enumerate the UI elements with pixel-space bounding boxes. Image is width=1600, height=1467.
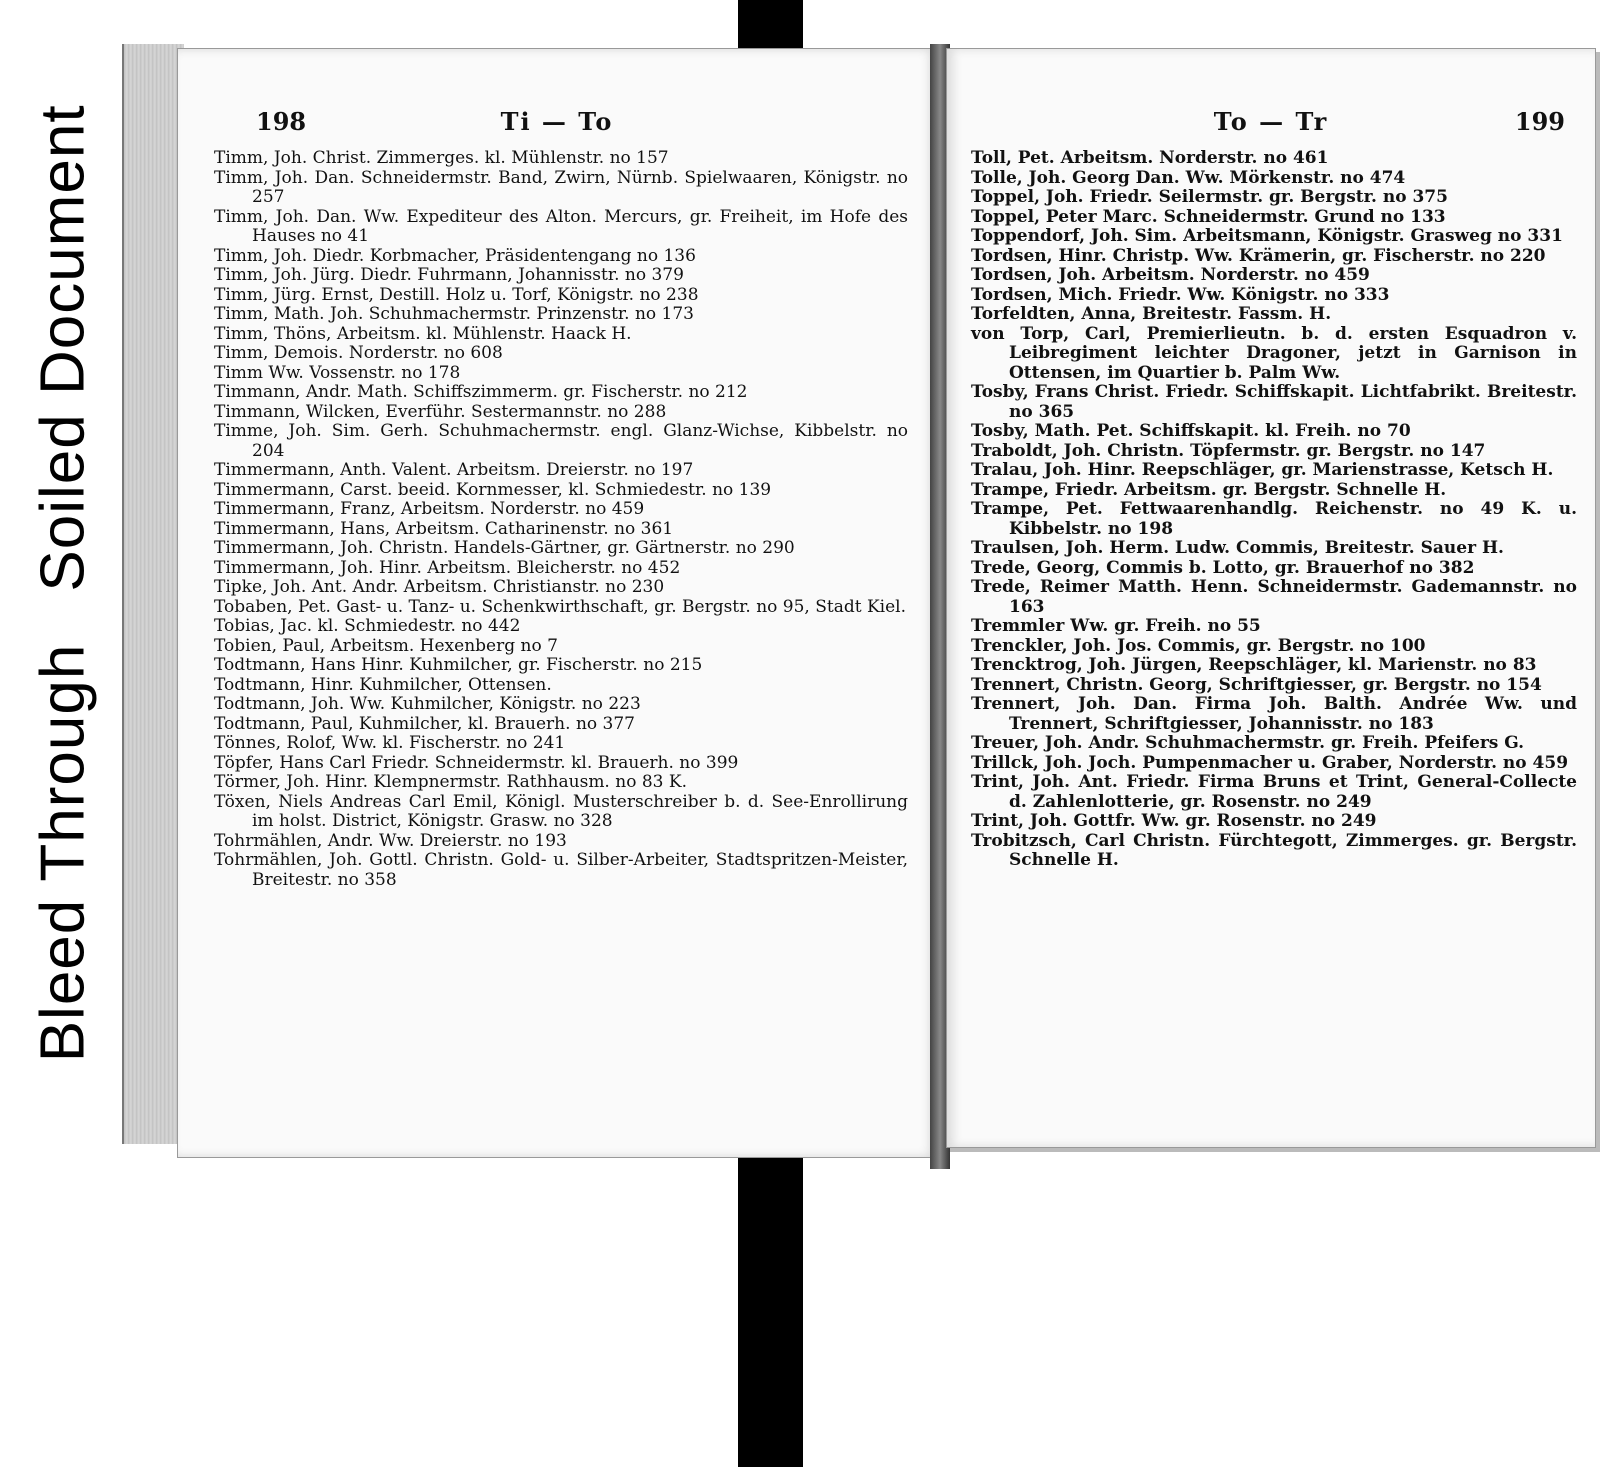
page-stack-edge bbox=[122, 44, 184, 1144]
right-header-range: To — Tr bbox=[1213, 107, 1329, 136]
right-running-head bbox=[977, 107, 1565, 147]
directory-entry: Toll, Pet. Arbeitsm. Norderstr. no 461 bbox=[971, 148, 1329, 168]
directory-entry: Toppendorf, Joh. Sim. Arbeitsmann, Königstr. Grasweg no 331 bbox=[971, 226, 1563, 246]
directory-entry: Timmermann, Joh. Hinr. Arbeitsm. Bleicherstr. no 452 bbox=[214, 557, 681, 578]
binding-spine-bottom bbox=[738, 1150, 803, 1467]
directory-entry: Timm, Joh. Diedr. Korbmacher, Präsidentengang no 136 bbox=[214, 245, 696, 266]
directory-entry: Treuer, Joh. Andr. Schuhmachermstr. gr. Freih. Pfeifers G. bbox=[971, 733, 1525, 753]
directory-entry: Tohrmählen, Andr. Ww. Dreierstr. no 193 bbox=[214, 830, 567, 851]
directory-entry: Timmermann, Hans, Arbeitsm. Catharinenstr. no 361 bbox=[214, 518, 674, 539]
right-page-number: 199 bbox=[1514, 107, 1565, 136]
directory-entry: Trede, Reimer Matth. Henn. Schneidermstr. Gademannstr. no 163 bbox=[971, 577, 1577, 617]
left-header-range: Ti — To bbox=[500, 107, 614, 136]
left-page bbox=[177, 48, 937, 1158]
directory-entry: Timm, Demois. Norderstr. no 608 bbox=[214, 343, 503, 363]
directory-entry: Timme, Joh. Sim. Gerh. Schuhmachermstr. engl. Glanz-Wichse, Kibbelstr. no 204 bbox=[214, 421, 908, 461]
directory-entry: Timmermann, Carst. beeid. Kornmesser, kl. Schmiedestr. no 139 bbox=[214, 479, 772, 500]
directory-entry: Trede, Georg, Commis b. Lotto, gr. Brauerhof no 382 bbox=[971, 557, 1475, 578]
right-page bbox=[946, 48, 1596, 1148]
directory-entry: Toppel, Joh. Friedr. Seilermstr. gr. Bergstr. no 375 bbox=[971, 187, 1448, 207]
directory-entry: Timmermann, Anth. Valent. Arbeitsm. Dreierstr. no 197 bbox=[214, 460, 694, 480]
directory-entry: Timm, Joh. Dan. Schneidermstr. Band, Zwirn, Nürnb. Spielwaaren, Königstr. no 257 bbox=[214, 167, 908, 207]
directory-entry: Trobitzsch, Carl Christn. Fürchtegott, Zimmerges. gr. Bergstr. Schnelle H. bbox=[971, 830, 1577, 870]
directory-entry: Timm, Joh. Jürg. Diedr. Fuhrmann, Johannisstr. no 379 bbox=[214, 265, 684, 285]
directory-entry: Trillck, Joh. Joch. Pumpenmacher u. Graber, Norderstr. no 459 bbox=[971, 752, 1569, 773]
directory-entry: Trenckler, Joh. Jos. Commis, gr. Bergstr. no 100 bbox=[971, 635, 1426, 656]
directory-entry: Trennert, Joh. Dan. Firma Joh. Balth. Andrée Ww. und Trennert, Schriftgiesser, Johannisstr. no 183 bbox=[971, 694, 1577, 734]
directory-entry: Timmann, Wilcken, Everführ. Sestermannstr. no 288 bbox=[214, 401, 667, 422]
directory-entry: Tosby, Math. Pet. Schiffskapit. kl. Freih. no 70 bbox=[971, 421, 1411, 441]
directory-entry: Tosby, Frans Christ. Friedr. Schiffskapit. Lichtfabrikt. Breitestr. no 365 bbox=[971, 382, 1577, 422]
directory-entry: Töxen, Niels Andreas Carl Emil, Königl. Musterschreiber b. d. See-Enrollirung im holst. District, Königstr. Grasw. no 328 bbox=[214, 791, 908, 831]
directory-entry: Tönnes, Rolof, Ww. kl. Fischerstr. no 241 bbox=[214, 733, 566, 753]
left-entry-list bbox=[214, 149, 908, 890]
directory-entry: Torfeldten, Anna, Breitestr. Fassm. H. bbox=[971, 304, 1332, 324]
directory-entry: Trennert, Christn. Georg, Schriftgiesser, gr. Bergstr. no 154 bbox=[971, 674, 1542, 695]
directory-entry: Trencktrog, Joh. Jürgen, Reepschläger, kl. Marienstr. no 83 bbox=[971, 655, 1537, 675]
open-book bbox=[122, 44, 1577, 1164]
directory-entry: Traulsen, Joh. Herm. Ludw. Commis, Breitestr. Sauer H. bbox=[971, 538, 1504, 558]
directory-entry: Todtmann, Hinr. Kuhmilcher, Ottensen. bbox=[214, 674, 552, 695]
directory-entry: Todtmann, Hans Hinr. Kuhmilcher, gr. Fischerstr. no 215 bbox=[214, 655, 703, 675]
directory-entry: Tobien, Paul, Arbeitsm. Hexenberg no 7 bbox=[214, 635, 558, 656]
bleed-through-text: Bleed Through bbox=[28, 643, 97, 1063]
directory-entry: Trampe, Pet. Fettwaarenhandlg. Reichenstr. no 49 K. u. Kibbelstr. no 198 bbox=[971, 499, 1577, 539]
directory-entry: Tohrmählen, Joh. Gottl. Christn. Gold- u. Silber-Arbeiter, Stadtspritzen-Meister, Breitestr. no 358 bbox=[214, 850, 908, 890]
directory-entry: Todtmann, Paul, Kuhmilcher, kl. Brauerh. no 377 bbox=[214, 713, 635, 734]
directory-entry: Tremmler Ww. gr. Freih. no 55 bbox=[971, 616, 1261, 636]
directory-entry: von Torp, Carl, Premierlieutn. b. d. ersten Esquadron v. Leibregiment leichter Dragoner, jetzt in Garnison in Ottensen, im Quartier b. Palm Ww. bbox=[971, 323, 1577, 383]
left-page-number: 198 bbox=[256, 107, 307, 136]
directory-entry: Timm, Joh. Christ. Zimmerges. kl. Mühlenstr. no 157 bbox=[214, 148, 669, 168]
directory-entry: Timm, Math. Joh. Schuhmachermstr. Prinzenstr. no 173 bbox=[214, 304, 695, 324]
directory-entry: Timm Ww. Vossenstr. no 178 bbox=[214, 362, 461, 383]
directory-entry: Törmer, Joh. Hinr. Klempnermstr. Rathhausm. no 83 K. bbox=[214, 772, 687, 792]
left-running-head bbox=[208, 107, 906, 147]
directory-entry: Tordsen, Mich. Friedr. Ww. Königstr. no 333 bbox=[971, 284, 1390, 305]
directory-entry: Tralau, Joh. Hinr. Reepschläger, gr. Marienstrasse, Ketsch H. bbox=[971, 460, 1554, 480]
right-entry-list bbox=[971, 149, 1577, 871]
directory-entry: Trint, Joh. Ant. Friedr. Firma Bruns et Trint, General-Collecte d. Zahlenlotterie, gr. Rosenstr. no 249 bbox=[971, 772, 1577, 812]
directory-entry: Tobias, Jac. kl. Schmiedestr. no 442 bbox=[214, 616, 521, 636]
directory-entry: Tordsen, Joh. Arbeitsm. Norderstr. no 459 bbox=[971, 265, 1370, 285]
directory-entry: Timmann, Andr. Math. Schiffszimmerm. gr. Fischerstr. no 212 bbox=[214, 382, 748, 402]
directory-entry: Trint, Joh. Gottfr. Ww. gr. Rosenstr. no 249 bbox=[971, 811, 1377, 831]
directory-entry: Timm, Thöns, Arbeitsm. kl. Mühlenstr. Haack H. bbox=[214, 323, 632, 344]
soiled-document-text: Soiled Document bbox=[28, 104, 97, 592]
directory-entry: Tolle, Joh. Georg Dan. Ww. Mörkenstr. no 474 bbox=[971, 167, 1406, 188]
directory-entry: Tipke, Joh. Ant. Andr. Arbeitsm. Christianstr. no 230 bbox=[214, 577, 665, 597]
bleed-through-label bbox=[0, 618, 125, 1088]
directory-entry: Tordsen, Hinr. Christp. Ww. Krämerin, gr. Fischerstr. no 220 bbox=[971, 245, 1546, 266]
directory-entry: Traboldt, Joh. Christn. Töpfermstr. gr. Bergstr. no 147 bbox=[971, 440, 1486, 461]
soiled-document-label bbox=[0, 88, 125, 608]
directory-entry: Trampe, Friedr. Arbeitsm. gr. Bergstr. Schnelle H. bbox=[971, 479, 1447, 500]
directory-entry: Timmermann, Franz, Arbeitsm. Norderstr. no 459 bbox=[214, 499, 645, 519]
directory-entry: Tobaben, Pet. Gast- u. Tanz- u. Schenkwirthschaft, gr. Bergstr. no 95, Stadt Kiel. bbox=[214, 596, 906, 617]
directory-entry: Toppel, Peter Marc. Schneidermstr. Grund no 133 bbox=[971, 206, 1446, 227]
directory-entry: Töpfer, Hans Carl Friedr. Schneidermstr. kl. Brauerh. no 399 bbox=[214, 752, 739, 773]
directory-entry: Todtmann, Joh. Ww. Kuhmilcher, Königstr. no 223 bbox=[214, 694, 641, 714]
directory-entry: Timm, Joh. Dan. Ww. Expediteur des Alton. Mercurs, gr. Freiheit, im Hofe des Hauses no 41 bbox=[214, 206, 908, 246]
directory-entry: Timm, Jürg. Ernst, Destill. Holz u. Torf, Königstr. no 238 bbox=[214, 284, 699, 305]
directory-entry: Timmermann, Joh. Christn. Handels-Gärtner, gr. Gärtnerstr. no 290 bbox=[214, 538, 795, 558]
